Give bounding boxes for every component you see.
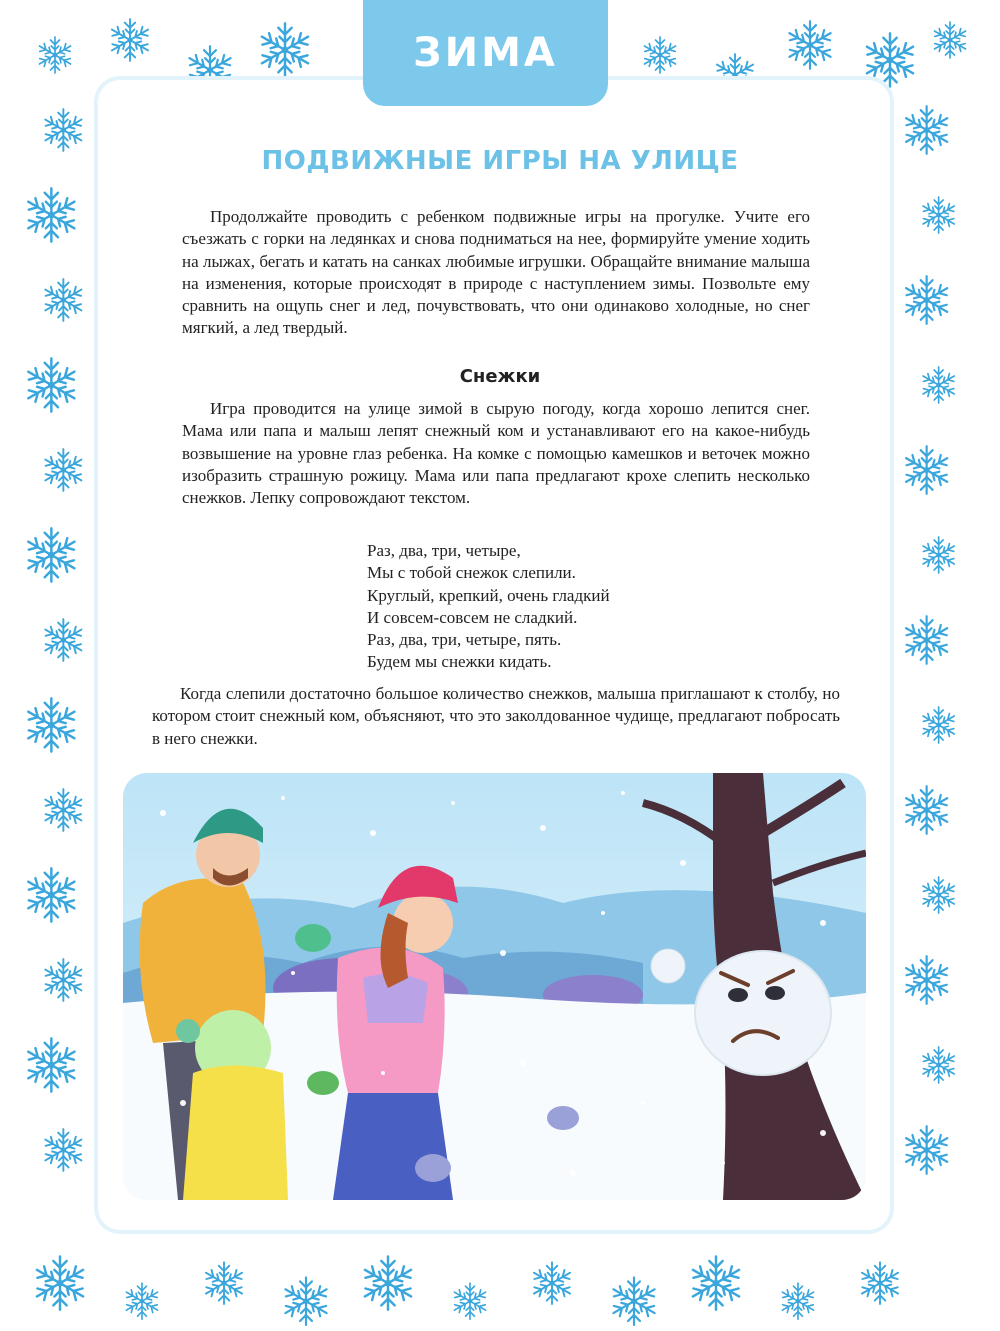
- family-snowball-game-illustration: [123, 773, 866, 1200]
- poem: [367, 540, 610, 674]
- snowflake-icon: [362, 1257, 415, 1310]
- snowflake-icon: [690, 1257, 743, 1310]
- snowflake-icon: [531, 1262, 572, 1304]
- snowflake-icon: [34, 1257, 87, 1310]
- snowflake-icon: [25, 358, 78, 411]
- snowflake-icon: [452, 1283, 488, 1319]
- snowflake-icon: [43, 619, 84, 661]
- snowflake-icon: [25, 188, 78, 241]
- snowflake-icon: [780, 1283, 816, 1319]
- snowflake-icon: [124, 1283, 160, 1319]
- snowflake-icon: [43, 1129, 84, 1171]
- snowflake-icon: [921, 367, 957, 403]
- snowflake-icon: [921, 537, 957, 573]
- game-conclusion: Когда слепили достаточно большое количество снежков, малыша приглашают к столбу, но котором стоит снежный ком, объясняют, что это заколдованное чудище, предлагают побросать в него снежки.: [152, 684, 840, 748]
- snowflake-icon: [921, 707, 957, 743]
- snowflake-icon: [25, 868, 78, 921]
- snowflake-icon: [859, 1262, 900, 1304]
- season-tab: ЗИМА: [363, 0, 608, 106]
- snowflake-icon: [921, 877, 957, 913]
- snowflake-icon: [903, 276, 950, 324]
- poem-line: Раз, два, три, четыре, пять.: [367, 630, 562, 650]
- snowflake-icon: [43, 449, 84, 491]
- game-description: Игра проводится на улице зимой в сырую погоду, когда хорошо лепится снег. Мама или папа и малыш лепят снежный ком и устанавливают его на какое-нибудь возвышение на уровне глаз ребенка. На комке с помощью камешков и веточек можно изобразить страшную рожицу. Мама или папа предлагают крохе слепить несколько снежков. Лепку сопровождают текстом.: [182, 399, 810, 508]
- poem-line: Раз, два, три, четыре,: [367, 541, 521, 560]
- snowflake-icon: [921, 1047, 957, 1083]
- snowflake-icon: [259, 23, 312, 76]
- snowflake-icon: [903, 446, 950, 494]
- snowflake-icon: [25, 1038, 78, 1091]
- snowflake-icon: [786, 21, 833, 69]
- snowflake-icon: [903, 956, 950, 1004]
- snowflake-icon: [25, 528, 78, 581]
- snowflake-icon: [903, 786, 950, 834]
- snowflake-icon: [25, 698, 78, 751]
- poem-line: Будем мы снежки кидать.: [367, 652, 552, 672]
- snowflake-icon: [203, 1262, 244, 1304]
- snowflake-icon: [109, 19, 150, 61]
- snowflake-icon: [43, 279, 84, 321]
- poem-line: Круглый, крепкий, очень гладкий: [367, 585, 610, 605]
- poem-line: Мы с тобой снежок слепили.: [367, 563, 576, 583]
- snowflake-icon: [932, 22, 968, 58]
- snowflake-icon: [642, 37, 678, 73]
- snowflake-icon: [921, 197, 957, 233]
- snowflake-icon: [864, 33, 917, 86]
- snowflake-icon: [903, 616, 950, 664]
- snowflake-icon: [610, 1277, 657, 1325]
- game-heading: Снежки: [459, 366, 541, 387]
- page-title: ПОДВИЖНЫЕ ИГРЫ НА УЛИЦЕ: [261, 146, 739, 176]
- snowflake-icon: [37, 37, 73, 73]
- snowflake-icon: [282, 1277, 329, 1325]
- snowflake-icon: [43, 959, 84, 1001]
- poem-line: И совсем-совсем не сладкий.: [367, 607, 578, 627]
- snowflake-icon: [903, 106, 950, 154]
- snowflake-icon: [903, 1126, 950, 1174]
- snowflake-icon: [43, 789, 84, 831]
- intro-paragraph: Продолжайте проводить с ребенком подвижные игры на прогулке. Учите его съезжать с горки на ледянках и снова подниматься на нее, формируйте умение ходить на лыжах, бегать и катать на санках любимые игрушки. Обращайте внимание малыша на изменения, которые происходят в природе с наступлением зимы. Позвольте ему сравнить на ощупь снег и лед, почувствовать, что они одинаково холодные, но снег мягкий, а лед твердый.: [182, 207, 810, 338]
- snowflake-icon: [43, 109, 84, 151]
